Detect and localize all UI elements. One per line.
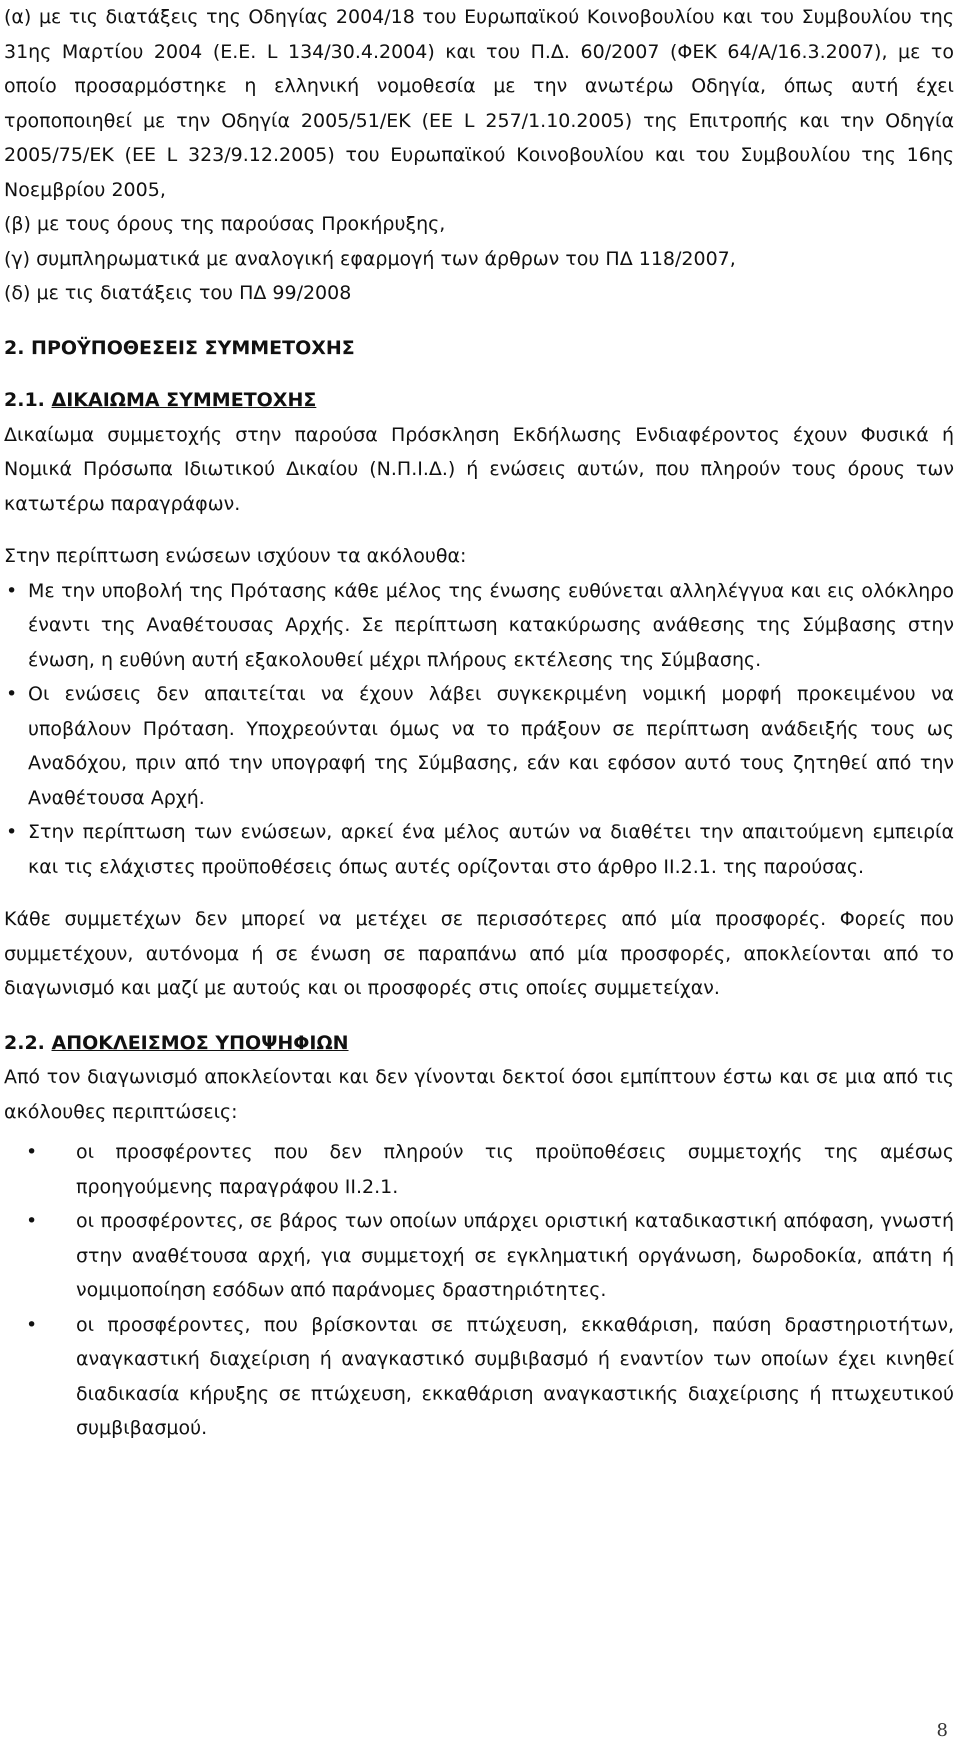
- intro-item-d: (δ) με τις διατάξεις του ΠΔ 99/2008: [4, 282, 352, 304]
- section-2-heading: 2. ΠΡΟΫΠΟΘΕΣΕΙΣ ΣΥΜΜΕΤΟΧΗΣ: [4, 336, 355, 359]
- section-2-1-number: 2.1.: [4, 389, 45, 411]
- exclusion-item-1: • οι προσφέροντες που δεν πληρούν τις προϋποθέσεις συμμετοχής της αμέσως προηγούμενης παραγράφου ΙΙ.2.1.: [4, 1135, 954, 1204]
- exclusion-item-2: • οι προσφέροντες, σε βάρος των οποίων υπάρχει οριστική καταδικαστική απόφαση, γνωστή στην αναθέτουσα αρχή, για συμμετοχή σε εγκληματική οργάνωση, δωροδοκία, απάτη ή νομιμοποίηση εσόδων από παράνομες δραστηριότητες.: [4, 1204, 954, 1308]
- exclusion-list: [4, 1135, 954, 1446]
- intro-item-b: (β) με τους όρους της παρούσας Προκήρυξης,: [4, 213, 446, 235]
- section-2-1-heading: [4, 383, 954, 418]
- unions-intro: Στην περίπτωση ενώσεων ισχύουν τα ακόλουθα:: [4, 545, 467, 567]
- section-2-2-number: 2.2.: [4, 1031, 45, 1054]
- section-2-1-text: Δικαίωμα συμμετοχής στην παρούσα Πρόσκληση Εκδήλωσης Ενδιαφέροντος έχουν Φυσικά ή Νομικά Πρόσωπα Ιδιωτικού Δικαίου (Ν.Π.Ι.Δ.) ή ενώσεις αυτών, που πληρούν τους όρους των κατωτέρω παραγράφων.: [4, 423, 954, 515]
- section-2-2-heading: [4, 1026, 954, 1061]
- union-bullet-1: • Με την υποβολή της Πρότασης κάθε μέλος της ένωσης ευθύνεται αλληλέγγυα και εις ολόκληρο έναντι της Αναθέτουσας Αρχής. Σε περίπτωση κατακύρωσης ανάθεσης της Σύμβασης στην ένωση, η ευθύνη αυτή εξακολουθεί μέχρι πλήρους εκτέλεσης της Σύμβασης.: [4, 574, 954, 678]
- intro-item-c: (γ) συμπληρωματικά με αναλογική εφαρμογή των άρθρων του ΠΔ 118/2007,: [4, 247, 736, 270]
- participation-closing: Κάθε συμμετέχων δεν μπορεί να μετέχει σε περισσότερες από μία προσφορές. Φορείς που συμμετέχουν, αυτόνομα ή σε ένωση σε παραπάνω από μία προσφορές, αποκλείονται από το διαγωνισμό και μαζί με αυτούς και οι προσφορές στις οποίες συμμετείχαν.: [4, 908, 954, 999]
- page-number: 8: [936, 1720, 948, 1741]
- section-2-2-text: Από τον διαγωνισμό αποκλείονται και δεν γίνονται δεκτοί όσοι εμπίπτουν έστω και σε μια από τις ακόλουθες περιπτώσεις:: [4, 1066, 954, 1123]
- document-body: [4, 0, 954, 1446]
- union-bullet-3: • Στην περίπτωση των ενώσεων, αρκεί ένα μέλος αυτών να διαθέτει την απαιτούμενη εμπειρία και τις ελάχιστες προϋποθέσεις όπως αυτές ορίζονται στο άρθρο ΙΙ.2.1. της παρούσας.: [4, 815, 954, 884]
- intro-item-a: (α) με τις διατάξεις της Οδηγίας 2004/18 του Ευρωπαϊκού Κοινοβουλίου και του Συμβουλίου της 31ης Μαρτίου 2004 (Ε.Ε. L 134/30.4.2004) και του Π.Δ. 60/2007 (ΦΕΚ 64/Α/16.3.2007), με το οποίο προσαρμόστηκε η ελληνική νομοθεσία με την ανωτέρω Οδηγία, όπως αυτή έχει τροποποιηθεί με την Οδηγία 2005/51/ΕΚ (ΕΕ L 257/1.10.2005) της Επιτροπής και την Οδηγία 2005/75/ΕΚ (ΕΕ L 323/9.12.2005) του Ευρωπαϊκού Κοινοβουλίου και του Συμβουλίου της 16ης Νοεμβρίου 2005,: [4, 6, 954, 201]
- exclusion-item-3: • οι προσφέροντες, που βρίσκονται σε πτώχευση, εκκαθάριση, παύση δραστηριοτήτων, αναγκαστική διαχείριση ή αναγκαστικό συμβιβασμό ή εναντίον των οποίων έχει κινηθεί διαδικασία κήρυξης σε πτώχευση, εκκαθάριση αναγκαστικής διαχείρισης ή πτωχευτικού συμβιβασμού.: [4, 1308, 954, 1446]
- section-2-1-title: ΔΙΚΑΙΩΜΑ ΣΥΜΜΕΤΟΧΗΣ: [51, 389, 317, 411]
- section-2-2-title: ΑΠΟΚΛΕΙΣΜΟΣ ΥΠΟΨΗΦΙΩΝ: [51, 1031, 349, 1054]
- union-bullet-2: • Οι ενώσεις δεν απαιτείται να έχουν λάβει συγκεκριμένη νομική μορφή προκειμένου να υποβάλουν Πρόταση. Υποχρεούνται όμως να το πράξουν σε περίπτωση ανάδειξής τους ως Αναδόχου, πριν από την υπογραφή της Σύμβασης, εάν και εφόσον αυτό τους ζητηθεί από την Αναθέτουσα Αρχή.: [4, 677, 954, 815]
